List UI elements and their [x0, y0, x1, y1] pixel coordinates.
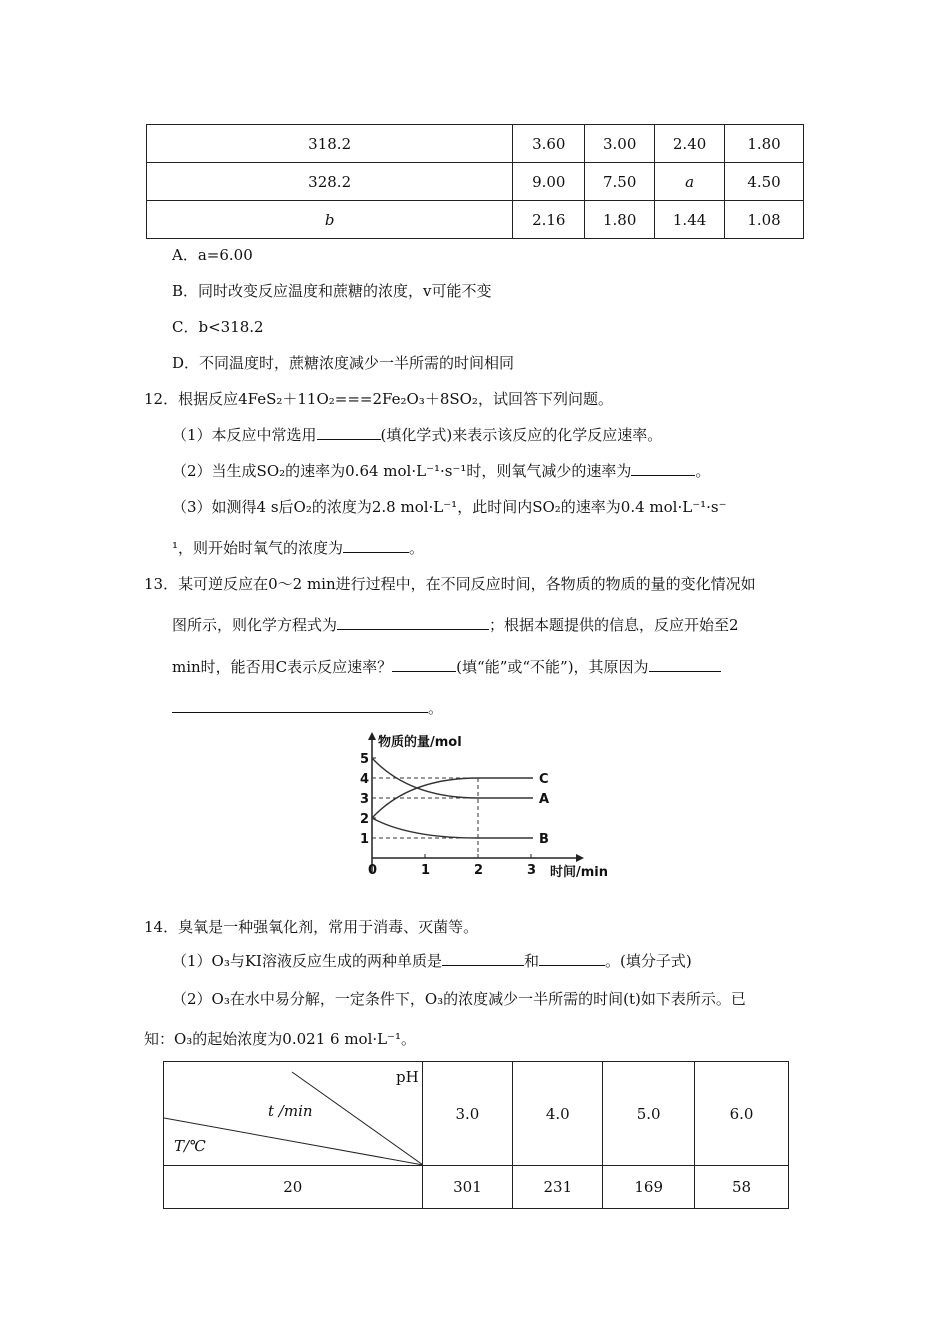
- q14-stem: 14．臭氧是一种强氧化剂，常用于消毒、灭菌等。: [144, 918, 479, 936]
- answer-blank[interactable]: [317, 425, 381, 440]
- table-cell: b: [147, 201, 513, 239]
- q14-and: 和: [524, 952, 540, 970]
- diagonal-header-cell: [164, 1062, 423, 1166]
- y-tick-label: 3: [360, 792, 370, 807]
- header-temp-label: T/℃: [174, 1137, 206, 1155]
- y-tick-label: 2: [360, 812, 370, 827]
- answer-blank[interactable]: [343, 538, 409, 553]
- q13-text: 图所示，则化学方程式为: [172, 616, 338, 634]
- q13-line3: [172, 656, 721, 677]
- option-a: A．a=6.00: [172, 246, 253, 264]
- q12-part2: [172, 460, 710, 481]
- q13-hint: (填“能”或“不能”)，其原因为: [456, 658, 649, 676]
- table-cell: 4.50: [725, 163, 804, 201]
- table-cell: 328.2: [147, 163, 513, 201]
- series-label-c: C: [539, 772, 549, 787]
- table-cell: 1.80: [585, 201, 655, 239]
- table-cell: 1.80: [725, 125, 804, 163]
- table-cell: 9.00: [513, 163, 585, 201]
- y-axis-title: 物质的量/mol: [378, 735, 462, 750]
- table-row: [147, 125, 804, 163]
- series-label-a: A: [539, 792, 550, 807]
- q12-stem: 12．根据反应4FeS₂＋11O₂===2Fe₂O₃＋8SO₂，试回答下列问题。: [144, 390, 613, 408]
- y-tick-label: 1: [360, 832, 370, 847]
- table-row: [164, 1166, 789, 1209]
- x-axis-arrow: [576, 854, 584, 862]
- table-cell: 1.08: [725, 201, 804, 239]
- q14-part2-cont: 知：O₃的起始浓度为0.021 6 mol·L⁻¹。: [144, 1030, 417, 1048]
- answer-blank[interactable]: [172, 698, 428, 713]
- answer-blank[interactable]: [539, 951, 605, 966]
- q14-part2: （2）O₃在水中易分解，一定条件下，O₃的浓度减少一半所需的时间(t)如下表所示。已: [172, 990, 746, 1008]
- answer-blank[interactable]: [442, 951, 524, 966]
- table-row: [147, 163, 804, 201]
- header-ph-label: pH: [396, 1068, 419, 1086]
- x-axis-title: 时间/min: [550, 865, 609, 880]
- table-row: [147, 201, 804, 239]
- option-c: C．b<318.2: [172, 318, 264, 336]
- q12-part1: [172, 424, 662, 445]
- q13-text-tail: ；根据本题提供的信息，反应开始至2: [489, 616, 739, 634]
- answer-blank[interactable]: [337, 615, 489, 630]
- q12-part3-text: ¹，则开始时氧气的浓度为: [172, 539, 344, 557]
- table-cell: 301: [422, 1166, 513, 1209]
- table-cell: 169: [603, 1166, 695, 1209]
- halflife-table: [163, 1061, 789, 1209]
- q13-period: 。: [428, 699, 444, 717]
- answer-blank[interactable]: [631, 461, 695, 476]
- y-axis-arrow: [368, 732, 376, 740]
- series-line-b: [372, 818, 533, 838]
- amount-time-chart: [350, 728, 630, 880]
- q12-part1-tail: (填化学式)来表示该反应的化学反应速率。: [380, 426, 663, 444]
- x-tick-label: 3: [527, 863, 537, 878]
- header-t-label: t /min: [268, 1102, 313, 1120]
- x-tick-label: 1: [421, 863, 431, 878]
- q13-line2: [172, 614, 739, 635]
- series-labels: [539, 772, 549, 847]
- y-tick-label: 5: [360, 752, 370, 767]
- header-cell: 4.0: [513, 1062, 603, 1166]
- table-cell: 3.00: [585, 125, 655, 163]
- q12-part3: （3）如测得4 s后O₂的浓度为2.8 mol·L⁻¹，此时间内SO₂的速率为0.4 mol·L⁻¹·s⁻: [172, 498, 727, 516]
- x-tick-label: 2: [474, 863, 484, 878]
- rate-table: [146, 124, 804, 239]
- q14-part1-tail: 。(填分子式): [605, 952, 692, 970]
- option-b: B．同时改变反应温度和蔗糖的浓度，v可能不变: [172, 282, 492, 300]
- x-tick-label: 0: [368, 863, 378, 878]
- q12-part3-tail: 。: [409, 539, 425, 557]
- table-cell: 3.60: [513, 125, 585, 163]
- q13-line4: [172, 697, 443, 718]
- table-cell: 58: [695, 1166, 789, 1209]
- table-header-row: [164, 1062, 789, 1166]
- series-label-b: B: [539, 832, 549, 847]
- q12-part2-tail: 。: [695, 462, 711, 480]
- q13-line1: 13．某可逆反应在0～2 min进行过程中，在不同反应时间，各物质的物质的量的变化情况如: [144, 575, 756, 593]
- table-cell: 7.50: [585, 163, 655, 201]
- table-cell: 2.40: [655, 125, 725, 163]
- q12-part1-text: （1）本反应中常选用: [172, 426, 317, 444]
- answer-blank[interactable]: [392, 657, 456, 672]
- answer-blank[interactable]: [649, 657, 721, 672]
- option-d: D．不同温度时，蔗糖浓度减少一半所需的时间相同: [172, 354, 515, 372]
- table-cell: 318.2: [147, 125, 513, 163]
- q14-part1: [172, 950, 692, 971]
- table-cell: a: [655, 163, 725, 201]
- q14-part1-text: （1）O₃与KI溶液反应生成的两种单质是: [172, 952, 442, 970]
- y-tick-label: 4: [360, 772, 370, 787]
- q12-part2-text: （2）当生成SO₂的速率为0.64 mol·L⁻¹·s⁻¹时，则氧气减少的速率为: [172, 462, 632, 480]
- header-cell: 3.0: [422, 1062, 513, 1166]
- table-cell: 2.16: [513, 201, 585, 239]
- header-cell: 5.0: [603, 1062, 695, 1166]
- table-cell: 231: [513, 1166, 603, 1209]
- q13-question: min时，能否用C表示反应速率？: [172, 658, 393, 676]
- q12-part3-cont: [172, 537, 424, 558]
- table-cell: 1.44: [655, 201, 725, 239]
- table-cell: 20: [164, 1166, 423, 1209]
- header-cell: 6.0: [695, 1062, 789, 1166]
